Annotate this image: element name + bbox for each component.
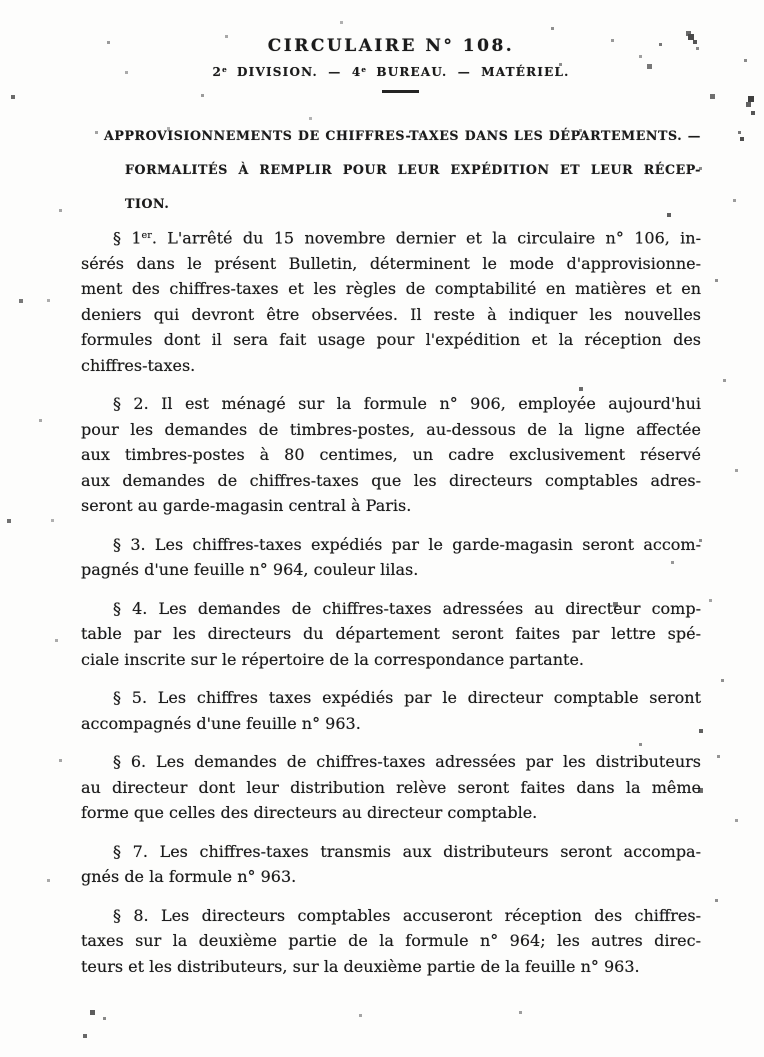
text-line: taxes sur la deuxième partie de la formule n° 964; les autres direc- [81,931,701,951]
text-line: accompagnés d'une feuille n° 963. [81,713,361,733]
subject-line: FORMALITÉS À REMPLIR POUR LEUR EXPÉDITION ET LEUR RÉCEP- [125,162,701,177]
paragraph-7 [81,839,701,890]
scan-noise-speckles [0,0,1,1]
page-content [81,0,701,979]
subject-line: APPROVISIONNEMENTS DE CHIFFRES-TAXES DANS LES DÉPARTEMENTS. — [104,128,701,143]
text-line: table par les directeurs du département seront faites par lettre spé- [81,624,701,644]
paragraph-2 [81,391,701,519]
paragraph-5 [81,685,701,736]
document-body [81,223,701,979]
text-line: aux timbres-postes à 80 centimes, un cadre exclusivement réservé [81,445,701,465]
text-line: § 5. Les chiffres taxes expédiés par le directeur comptable seront [113,688,701,708]
text-line: formules dont il sera fait usage pour l'expédition et la réception des [81,330,701,350]
text-line: § 3. Les chiffres-taxes expédiés par le garde-magasin seront accom- [113,534,701,554]
text-line: au directeur dont leur distribution relève seront faites dans la même [81,777,701,797]
text-line: § 2. Il est ménagé sur la formule n° 906, employée aujourd'hui [113,394,701,414]
text-line: teurs et les distributeurs, sur la deuxième partie de la feuille n° 963. [81,956,640,976]
text-line: § 4. Les demandes de chiffres-taxes adressées au directeur comp- [113,598,701,618]
text-line: deniers qui devront être observées. Il reste à indiquer les nouvelles [81,304,701,324]
subject-heading [81,119,701,221]
text-line: aux demandes de chiffres-taxes que les directeurs comptables adres- [81,470,701,490]
text-line: seront au garde-magasin central à Paris. [81,496,412,516]
text-line: pagnés d'une feuille n° 964, couleur lilas. [81,560,419,580]
text-line: pour les demandes de timbres-postes, au-dessous de la ligne affectée [81,419,701,439]
text-line: ciale inscrite sur le répertoire de la correspondance partante. [81,649,584,669]
paragraph-1 [81,223,701,378]
paragraph-6 [81,749,701,826]
text-line: § 8. Les directeurs comptables accuseront réception des chiffres- [113,905,701,925]
text-line: ment des chiffres-taxes et les règles de comptabilité en matières et en [81,279,701,299]
text-line: forme que celles des directeurs au directeur comptable. [81,803,538,823]
paragraph-4 [81,596,701,673]
text-line: chiffres-taxes. [81,355,196,375]
paragraph-3 [81,532,701,583]
text-line: § 1er. L'arrêté du 15 novembre dernier et la circulaire n° 106, in- [113,228,702,248]
text-line: § 7. Les chiffres-taxes transmis aux distributeurs seront accompa- [113,841,701,861]
scan-noise-blotches [0,0,2,2]
text-line: gnés de la formule n° 963. [81,867,297,887]
document-title: CIRCULAIRE N° 108. [267,36,515,56]
text-line: sérés dans le présent Bulletin, déterminent le mode d'approvisionne- [81,253,701,273]
text-line: § 6. Les demandes de chiffres-taxes adressées par les distributeurs [113,752,701,772]
subject-line: TION. [125,196,170,211]
header-rule [382,90,419,93]
document-subtitle: 2e DIVISION. — 4e BUREAU. — MATÉRIEL. [212,65,570,79]
paragraph-8 [81,903,701,980]
